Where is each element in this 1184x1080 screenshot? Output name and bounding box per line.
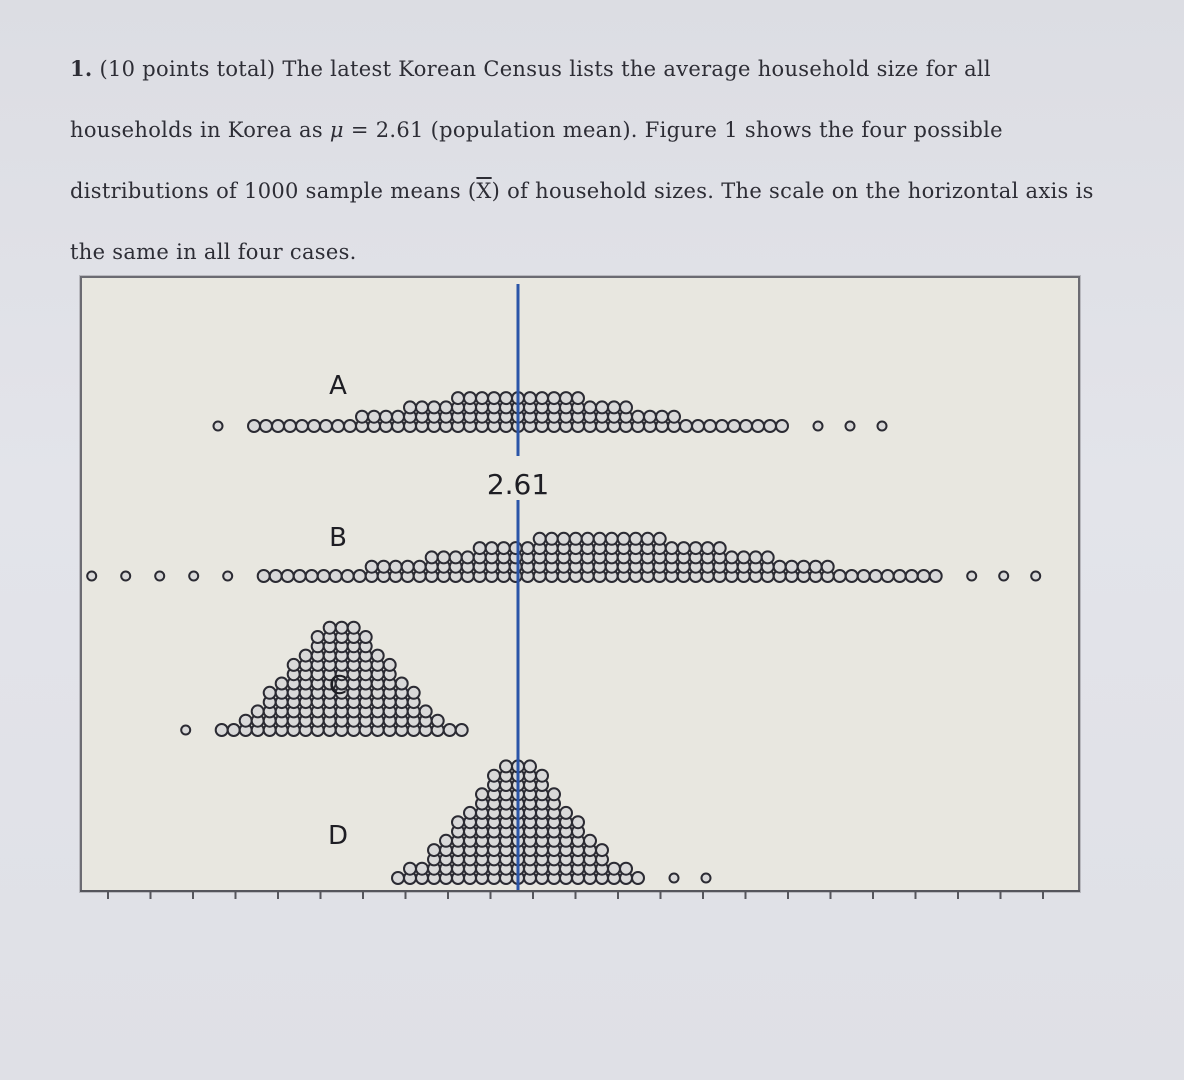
dot <box>858 570 870 582</box>
dot <box>396 678 408 690</box>
dot <box>786 561 798 573</box>
dot <box>764 420 776 432</box>
dot <box>608 863 620 875</box>
series-label-D: D <box>327 821 349 851</box>
dot <box>348 622 360 634</box>
dot <box>500 760 512 772</box>
dot <box>546 533 558 545</box>
dot <box>560 392 572 404</box>
dot <box>384 659 396 671</box>
dot <box>548 392 560 404</box>
dot <box>450 551 462 563</box>
dot <box>584 835 596 847</box>
dot <box>318 570 330 582</box>
problem-text-part3: ) of household sizes. The scale on the horizontal axis is the same in all four cases. <box>70 179 1094 264</box>
dot <box>464 392 476 404</box>
dot <box>462 551 474 563</box>
dot <box>776 420 788 432</box>
dot <box>834 570 846 582</box>
dot <box>870 570 882 582</box>
dot <box>264 687 276 699</box>
dot <box>216 724 228 736</box>
dot <box>774 561 786 573</box>
dot <box>582 533 594 545</box>
dot <box>726 551 738 563</box>
dot <box>680 420 692 432</box>
dot <box>738 551 750 563</box>
dot <box>248 420 260 432</box>
dot <box>404 863 416 875</box>
dot <box>572 392 584 404</box>
dot <box>240 715 252 727</box>
dot <box>666 542 678 554</box>
dot <box>632 411 644 423</box>
outlier-dot <box>999 572 1008 581</box>
outlier-dot <box>189 572 198 581</box>
dot <box>402 561 414 573</box>
dot <box>330 570 342 582</box>
dot <box>894 570 906 582</box>
outlier-dot <box>87 572 96 581</box>
dot <box>620 863 632 875</box>
dot <box>644 411 656 423</box>
dot <box>548 788 560 800</box>
dot <box>728 420 740 432</box>
dot <box>656 411 668 423</box>
dot <box>594 533 606 545</box>
dot <box>798 561 810 573</box>
dot <box>524 392 536 404</box>
dot <box>306 570 318 582</box>
outlier-dot <box>223 572 232 581</box>
outlier-dot <box>1031 572 1040 581</box>
dot <box>606 533 618 545</box>
dot <box>570 533 582 545</box>
dotplot-figure <box>80 276 1080 892</box>
dot <box>296 420 308 432</box>
dot <box>378 561 390 573</box>
dot <box>416 863 428 875</box>
problem-text-part1: (10 points total) The latest Korean Census lists the average household size for all households in Korea as <box>70 57 991 142</box>
problem-statement <box>70 38 1100 283</box>
dot <box>270 570 282 582</box>
dot <box>620 401 632 413</box>
dot <box>822 561 834 573</box>
dot <box>228 724 240 736</box>
dot <box>308 420 320 432</box>
dot <box>366 561 378 573</box>
outlier-dot <box>155 572 164 581</box>
dot <box>464 807 476 819</box>
dot <box>704 420 716 432</box>
dot <box>500 392 512 404</box>
dot <box>740 420 752 432</box>
dot <box>618 533 630 545</box>
dot <box>882 570 894 582</box>
dot <box>632 872 644 884</box>
dot <box>420 705 432 717</box>
dot <box>584 401 596 413</box>
dot <box>428 401 440 413</box>
dot <box>438 551 450 563</box>
outlier-dot <box>121 572 130 581</box>
dot <box>642 533 654 545</box>
dot <box>654 533 666 545</box>
dot <box>596 401 608 413</box>
dot <box>452 816 464 828</box>
dot <box>258 570 270 582</box>
dot <box>630 533 642 545</box>
dot <box>312 631 324 643</box>
dot <box>432 715 444 727</box>
reference-line-label: 2.61 <box>486 468 550 501</box>
dot <box>906 570 918 582</box>
dot <box>332 420 344 432</box>
outlier-dot <box>967 572 976 581</box>
dot <box>668 411 680 423</box>
dot <box>692 420 704 432</box>
dot <box>524 760 536 772</box>
xbar-symbol: $\overline{X}$ <box>476 179 492 203</box>
dot <box>356 411 368 423</box>
outlier-dot <box>214 422 223 431</box>
dot <box>488 770 500 782</box>
dot <box>752 420 764 432</box>
dot <box>476 392 488 404</box>
dot <box>846 570 858 582</box>
dot <box>536 770 548 782</box>
dot <box>440 835 452 847</box>
dot <box>320 420 332 432</box>
dot <box>342 570 354 582</box>
series-label-C: C <box>328 671 348 701</box>
dot <box>282 570 294 582</box>
dot <box>252 705 264 717</box>
dot <box>294 570 306 582</box>
dot <box>440 401 452 413</box>
dot <box>360 631 372 643</box>
dot <box>558 533 570 545</box>
dot <box>260 420 272 432</box>
dot <box>702 542 714 554</box>
outlier-dot <box>814 422 823 431</box>
problem-number: 1. <box>70 56 93 81</box>
dot <box>456 724 468 736</box>
dot <box>750 551 762 563</box>
outlier-dot <box>878 422 887 431</box>
outlier-dot <box>702 874 711 883</box>
dot <box>336 622 348 634</box>
dot <box>476 788 488 800</box>
dot <box>596 844 608 856</box>
horizontal-axis-ticks <box>80 890 1080 910</box>
dot <box>372 650 384 662</box>
dot <box>426 551 438 563</box>
dot <box>714 542 726 554</box>
dot <box>300 650 312 662</box>
dot <box>276 678 288 690</box>
dot <box>486 542 498 554</box>
dot <box>810 561 822 573</box>
dot <box>408 687 420 699</box>
outlier-dot <box>670 874 679 883</box>
dot <box>560 807 572 819</box>
dot <box>488 392 500 404</box>
dot <box>368 411 380 423</box>
series-A <box>214 392 887 432</box>
dot <box>522 542 534 554</box>
series-label-B: B <box>329 523 347 553</box>
dot <box>678 542 690 554</box>
dot <box>284 420 296 432</box>
dot <box>930 570 942 582</box>
dot <box>288 659 300 671</box>
dot <box>344 420 356 432</box>
dot <box>716 420 728 432</box>
dot <box>474 542 486 554</box>
dot <box>918 570 930 582</box>
dot <box>414 561 426 573</box>
dot <box>404 401 416 413</box>
dot <box>690 542 702 554</box>
series-B <box>87 533 1040 582</box>
series-C <box>181 622 468 736</box>
dot <box>390 561 402 573</box>
series-label-A: A <box>329 371 347 401</box>
dot <box>354 570 366 582</box>
dotplot-svg <box>82 278 1078 890</box>
dot <box>392 872 404 884</box>
dot <box>498 542 510 554</box>
dot <box>510 542 522 554</box>
dot <box>536 392 548 404</box>
problem-text-part2: = 2.61 (population mean). Figure 1 shows the four possible distributions of 1000 sample means ( <box>70 118 1003 203</box>
dot <box>608 401 620 413</box>
mu-symbol: μ <box>329 118 344 142</box>
dot <box>444 724 456 736</box>
dot <box>392 411 404 423</box>
dot <box>428 844 440 856</box>
outlier-dot <box>181 726 190 735</box>
dot <box>272 420 284 432</box>
dot <box>452 392 464 404</box>
dot <box>416 401 428 413</box>
dot <box>380 411 392 423</box>
dot <box>534 533 546 545</box>
dot <box>324 622 336 634</box>
series-D <box>392 760 711 884</box>
dot <box>762 551 774 563</box>
dot <box>572 816 584 828</box>
outlier-dot <box>846 422 855 431</box>
